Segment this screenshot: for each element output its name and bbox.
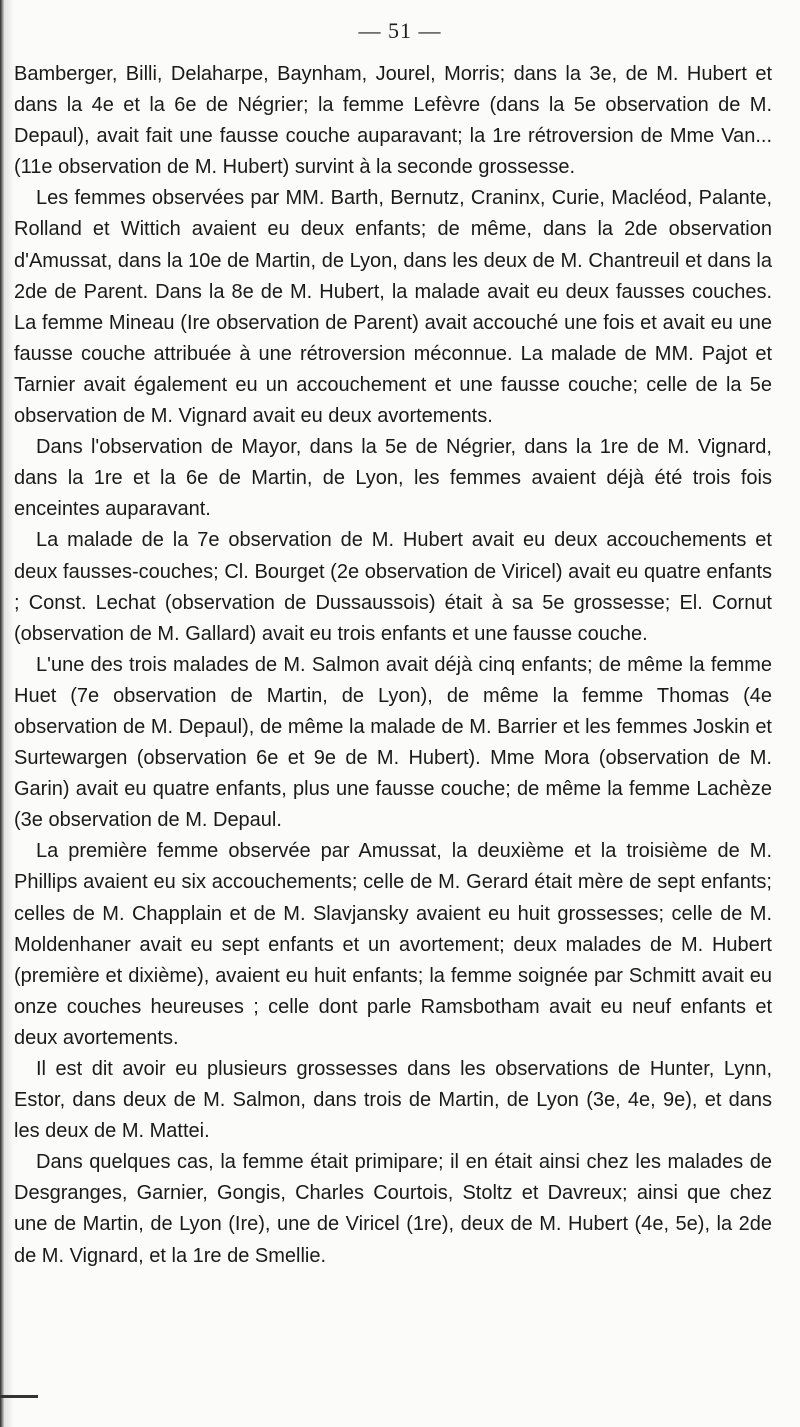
paragraph-1: Bamberger, Billi, Delaharpe, Baynham, Jourel, Morris; dans la 3e, de M. Hubert et dans la 4e et la 6e de Négrier; la femme Lefèvre (dans la 5e observation de M. Depaul), avait fait une fausse couche auparavant; la 1re rétroversion de Mme Van... (11e observation de M. Hubert) survint à la seconde grossesse. <box>14 63 772 179</box>
paragraph-7: Il est dit avoir eu plusieurs grossesses dans les observations de Hunter, Lynn, Estor, dans deux de M. Salmon, dans trois de Martin, de Lyon (3e, 4e, 9e), et dans les deux de M. Mattei. <box>14 1058 772 1143</box>
paragraph-8: Dans quelques cas, la femme était primipare; il en était ainsi chez les malades de Desgranges, Garnier, Gongis, Charles Courtois, Stoltz et Davreux; ainsi que chez une de Martin, de Lyon (Ire), une de Viricel (1re), deux de M. Hubert (4e, 5e), la 2de de M. Vignard, et la 1re de Smellie. <box>14 1151 772 1267</box>
gutter-shadow <box>4 0 14 1427</box>
binding-mark <box>0 1395 38 1398</box>
paragraph-6: La première femme observée par Amussat, la deuxième et la troisième de M. Phillips avaient eu six accouchements; celle de M. Gerard était mère de sept enfants; celles de M. Chapplain et de M. Slavjansky avaient eu huit grossesses; celle de M. Moldenhaner avait eu sept enfants et un avortement; deux malades de M. Hubert (première et dixième), avaient eu huit enfants; la femme soignée par Schmitt avait eu onze couches heureuses ; celle dont parle Ramsbotham avait eu neuf enfants et deux avortements. <box>14 840 772 1049</box>
paragraph-3: Dans l'observation de Mayor, dans la 5e de Négrier, dans la 1re de M. Vignard, dans la 1re et la 6e de Martin, de Lyon, les femmes avaient déjà été trois fois enceintes auparavant. <box>14 436 772 521</box>
page-number: — 51 — <box>358 18 442 43</box>
paragraph-5: L'une des trois malades de M. Salmon avait déjà cinq enfants; de même la femme Huet (7e observation de Martin, de Lyon), de même la femme Thomas (4e observation de M. Depaul), de même la malade de M. Barrier et les femmes Joskin et Surtewargen (observation 6e et 9e de M. Hubert). Mme Mora (observation de M. Garin) avait eu quatre enfants, plus une fausse couche; de même la femme Lachèze (3e observation de M. Depaul. <box>14 653 772 832</box>
paragraph-4: La malade de la 7e observation de M. Hubert avait eu deux accouchements et deux fausses-couches; Cl. Bourget (2e observation de Viricel) avait eu quatre enfants ; Const. Lechat (observation de Dussaussois) était à sa 5e grossesse; El. Cornut (observation de M. Gallard) avait eu trois enfants et une fausse couche. <box>14 529 772 645</box>
page-body <box>14 59 772 1272</box>
paragraph-2: Les femmes observées par MM. Barth, Bernutz, Craninx, Curie, Macléod, Palante, Rolland et Wittich avaient eu deux enfants; de même, dans la 2de observation d'Amussat, dans la 10e de Martin, de Lyon, dans les deux de M. Chantreuil et dans la 2de de Parent. Dans la 8e de M. Hubert, la malade avait eu deux fausses couches. La femme Mineau (Ire observation de Parent) avait accouché une fois et avait eu une fausse couche attribuée à une rétroversion méconnue. La malade de MM. Pajot et Tarnier avait également eu un accouchement et une fausse couche; celle de la 5e observation de M. Vignard avait eu deux avortements. <box>14 187 772 428</box>
